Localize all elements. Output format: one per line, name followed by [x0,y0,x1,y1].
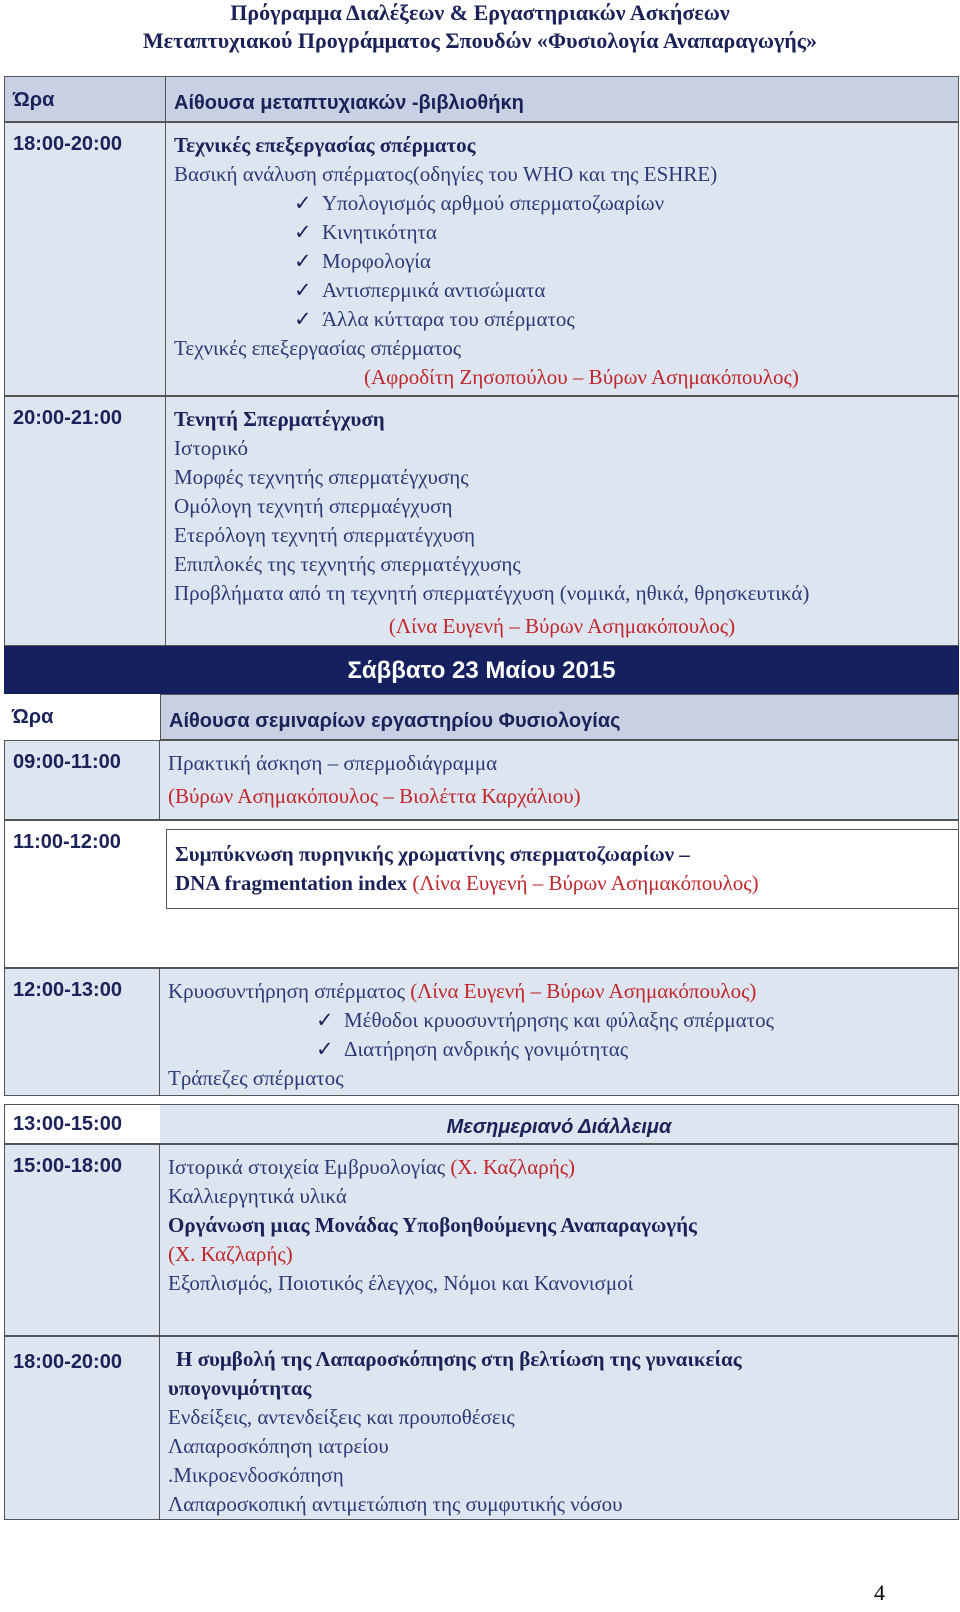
checkmark-icon: ✓ [294,249,312,273]
checkmark-icon: ✓ [294,220,312,244]
time-cell: 11:00-12:00 [4,820,160,968]
session-cell [160,968,959,1096]
session-title: Τενητή Σπερματέγχυση [174,407,385,431]
session-line: Βασική ανάλυση σπέρματος(οδηγίες του WHO και της ESHRE) [174,162,718,186]
session-cell [160,1144,959,1336]
session-title: Οργάνωση μιας Μονάδας Υποβοηθούμενης Αναπαραγωγής [168,1213,697,1237]
checkmark-icon: ✓ [316,1008,334,1032]
session-line: Προβλήματα από τη τεχνητή σπερματέγχυση (νομικά, ηθικά, θρησκευτικά) [174,581,810,605]
session-authors: (Αφροδίτη Ζησοπούλου – Βύρων Ασημακόπουλος) [364,365,799,389]
lunch-break-label: Μεσημεριανό Διάλλειμα [160,1104,959,1144]
hour-column-header: Ώρα [4,694,166,740]
session-authors: (Χ. Καζλαρής) [168,1242,293,1266]
session-line: Λαπαροσκόπηση ιατρείου [168,1434,389,1458]
schedule-row [4,740,959,820]
room-header: Αίθουσα σεμιναρίων εργαστηρίου Φυσιολογίας [160,694,959,740]
time-cell: 12:00-13:00 [4,968,160,1096]
schedule-row [4,122,959,396]
session-line: Ομόλογη τεχνητή σπερμαέγχυση [174,494,453,518]
session-line: Πρακτική άσκηση – σπερμοδιάγραμμα [168,751,498,775]
session-cell [160,820,959,968]
session-authors: (Χ. Καζλαρής) [450,1155,576,1179]
session-authors: (Λίνα Ευγενή – Βύρων Ασημακόπουλος) [388,614,736,638]
schedule-row [4,1336,959,1520]
checklist-item: ✓ Μέθοδοι κρυοσυντήρησης και φύλαξης σπέρματος [168,1006,950,1035]
table1-header-row [4,76,959,122]
session-line: Ιστορικό [174,436,249,460]
checkmark-icon: ✓ [294,278,312,302]
session-title: DNA fragmentation index [175,871,408,895]
page-number: 4 [874,1580,885,1605]
session-line: Ιστορικά στοιχεία Εμβρυολογίας [168,1155,446,1179]
document-title-line2: Μεταπτυχιακού Προγράμματος Σπουδών «Φυσιολογία Αναπαραγωγής» [142,28,818,53]
time-cell: 20:00-21:00 [4,396,166,646]
session-cell [166,396,959,646]
time-cell: 15:00-18:00 [4,1144,160,1336]
checklist-item: ✓ Διατήρηση ανδρικής γονιμότητας [168,1035,950,1064]
time-cell: 18:00-20:00 [4,1336,160,1520]
session-title: Τεχνικές επεξεργασίας σπέρματος [174,133,476,157]
session-cell [160,1336,959,1520]
schedule-row [4,1144,959,1336]
table2-header-row [4,694,959,740]
schedule-row [4,968,959,1096]
session-authors: (Λίνα Ευγενή – Βύρων Ασημακόπουλος) [410,979,757,1003]
session-line: Κρυοσυντήρηση σπέρματος [168,979,405,1003]
session-title: Συμπύκνωση πυρηνικής χρωματίνης σπερματοζωαρίων – [175,842,690,866]
session-title: Η συμβολή της Λαπαροσκόπησης στη βελτίωση της γυναικείας [176,1347,742,1371]
hour-column-header: Ώρα [4,76,166,122]
time-cell: 18:00-20:00 [4,122,166,396]
room-header: Αίθουσα μεταπτυχιακών -βιβλιοθήκη [166,76,959,122]
checklist-item: ✓ Μορφολογία [174,247,950,276]
time-cell: 09:00-11:00 [4,740,160,820]
checkmark-icon: ✓ [294,307,312,331]
session-title: υπογονιμότητας [168,1376,312,1400]
schedule-row [4,820,959,968]
session-line: Εξοπλισμός, Ποιοτικός έλεγχος, Νόμοι και Κανονισμοί [168,1271,634,1295]
checkmark-icon: ✓ [316,1037,334,1061]
checklist-item: ✓ Υπολογισμός αρθμού σπερματοζωαρίων [174,189,950,218]
checkmark-icon: ✓ [294,191,312,215]
session-line: Μορφές τεχνητής σπερματέγχυσης [174,465,469,489]
session-authors: (Βύρων Ασημακόπουλος – Βιολέττα Καρχάλιου) [168,784,581,808]
checklist-item: ✓ Αντισπερμικά αντισώματα [174,276,950,305]
day-banner: Σάββατο 23 Μαίου 2015 [4,646,959,694]
session-box [166,829,958,909]
schedule-row [4,396,959,646]
session-line: Καλλιεργητικά υλικά [168,1184,347,1208]
schedule-row [4,1104,959,1144]
session-line: Ενδείξεις, αντενδείξεις και προυποθέσεις [168,1405,515,1429]
session-line: .Μικροενδοσκόπηση [168,1463,344,1487]
checklist-item: ✓ Κινητικότητα [174,218,950,247]
session-authors: (Λίνα Ευγενή – Βύρων Ασημακόπουλος) [412,871,759,895]
session-line: Τεχνικές επεξεργασίας σπέρματος [174,336,462,360]
checklist-item: ✓ Άλλα κύτταρα του σπέρματος [174,305,950,334]
session-cell [160,740,959,820]
session-cell [166,122,959,396]
session-line: Λαπαροσκοπική αντιμετώπιση της συμφυτικής νόσου [168,1492,623,1516]
session-line: Επιπλοκές της τεχνητής σπερματέγχυσης [174,552,521,576]
session-line: Ετερόλογη τεχνητή σπερματέγχυση [174,523,476,547]
session-line: Τράπεζες σπέρματος [168,1066,344,1090]
time-cell: 13:00-15:00 [4,1104,160,1144]
document-title-line1: Πρόγραμμα Διαλέξεων & Εργαστηριακών Ασκήσεων [230,0,730,25]
